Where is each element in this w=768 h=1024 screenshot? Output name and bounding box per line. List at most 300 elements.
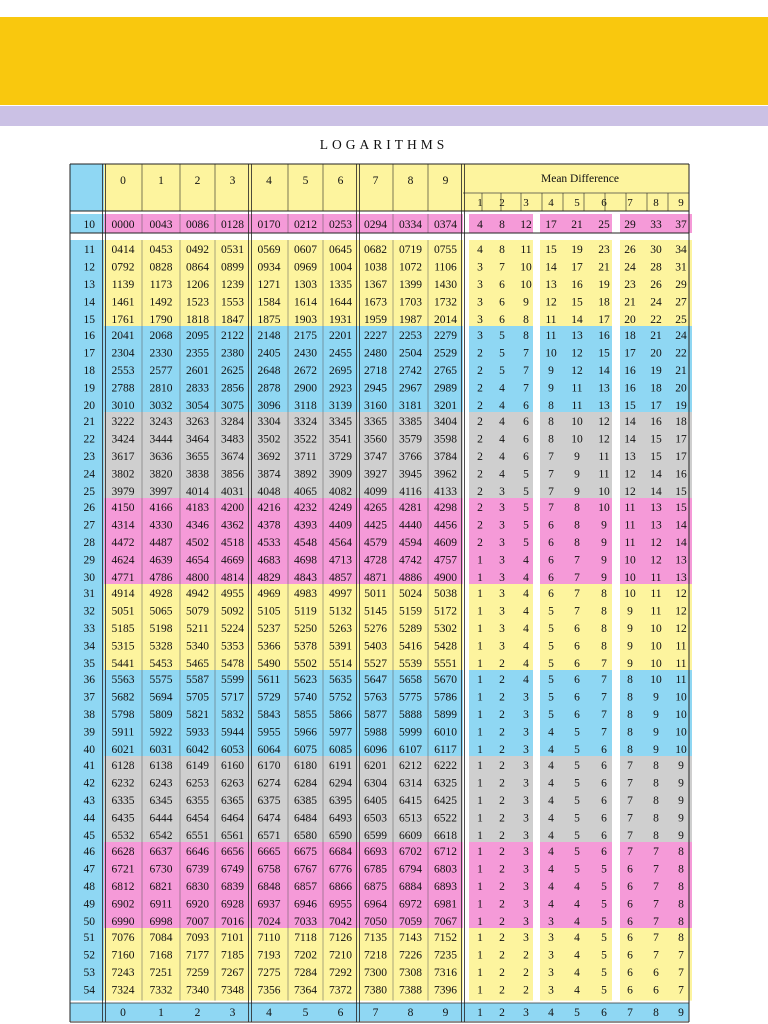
header-mean-digit: 7 (627, 197, 633, 209)
header-digit: 2 (194, 175, 201, 187)
mean-difference-value: 21 (598, 261, 610, 274)
log-value: 0792 (111, 261, 135, 274)
footer-digit: 2 (499, 1007, 505, 1019)
mean-difference-value: 5 (523, 468, 529, 481)
log-value: 7348 (221, 984, 244, 997)
mean-difference-value: 1 (477, 812, 483, 825)
log-value: 4065 (294, 485, 317, 498)
mean-difference-value: 9 (574, 468, 580, 481)
mean-difference-value: 3 (499, 640, 505, 653)
log-value: 0043 (149, 219, 173, 232)
mean-difference-value: 2 (499, 915, 505, 928)
log-value: 2718 (364, 365, 387, 377)
mean-difference-value: 3 (499, 554, 505, 567)
log-value: 5024 (399, 588, 422, 601)
log-value: 2455 (329, 347, 352, 360)
log-value: 5289 (399, 623, 422, 635)
mean-difference-value: 6 (601, 795, 607, 807)
log-value: 6395 (329, 795, 352, 807)
log-value: 7177 (186, 949, 209, 962)
log-value: 5694 (149, 691, 173, 704)
log-value: 1673 (364, 296, 387, 309)
mean-difference-value: 5 (574, 829, 580, 842)
mean-difference-value: 4 (548, 777, 554, 790)
log-value: 4814 (221, 571, 244, 584)
log-value: 2405 (257, 347, 281, 360)
mean-difference-value: 14 (624, 416, 636, 429)
mean-difference-value: 17 (675, 451, 687, 463)
log-value: 2529 (434, 347, 457, 360)
mean-difference-value: 7 (627, 760, 633, 773)
mean-difference-value: 10 (520, 279, 532, 291)
footer-digit: 7 (372, 1007, 379, 1019)
mean-difference-value: 7 (548, 485, 554, 498)
log-value: 2900 (294, 382, 317, 395)
log-value: 5453 (149, 657, 173, 670)
log-value: 5717 (221, 691, 244, 704)
mean-difference-value: 11 (675, 674, 687, 687)
mean-difference-value: 10 (675, 691, 687, 704)
log-value: 4942 (186, 588, 209, 601)
row-number: 37 (83, 691, 95, 704)
log-value: 5502 (294, 657, 317, 670)
mean-difference-value: 11 (650, 588, 662, 601)
log-value: 5809 (149, 709, 173, 721)
mean-difference-value: 4 (523, 640, 529, 653)
mean-difference-value: 9 (601, 537, 607, 549)
mean-difference-value: 14 (598, 365, 610, 377)
log-value: 6866 (329, 881, 352, 893)
mean-difference-value: 22 (675, 347, 687, 360)
log-value: 7042 (329, 915, 352, 928)
mean-difference-value: 11 (545, 313, 557, 326)
mean-difference-value: 12 (675, 588, 687, 601)
mean-difference-value: 6 (548, 588, 554, 601)
log-value: 7324 (111, 984, 135, 997)
mean-difference-value: 5 (601, 898, 607, 911)
log-value: 3096 (257, 399, 281, 412)
mean-difference-value: 5 (548, 640, 554, 653)
log-value: 1335 (329, 279, 352, 291)
log-value: 4014 (186, 485, 209, 498)
mean-difference-value: 11 (650, 571, 662, 584)
mean-difference-value: 8 (548, 433, 554, 446)
footer-digit: 2 (194, 1007, 201, 1019)
mean-difference-value: 3 (523, 829, 529, 842)
mean-difference-value: 8 (601, 623, 607, 635)
mean-difference-value: 6 (523, 399, 529, 412)
mean-difference-value: 1 (477, 726, 483, 739)
mean-difference-value: 10 (598, 502, 610, 515)
header-digit: 3 (229, 175, 236, 187)
log-value: 5065 (149, 605, 173, 618)
log-value: 4031 (221, 485, 244, 498)
log-value: 7024 (257, 915, 281, 928)
log-value: 5843 (257, 709, 281, 721)
log-value: 1139 (111, 279, 135, 291)
mean-difference-value: 5 (574, 743, 580, 756)
log-value: 6107 (399, 743, 422, 756)
mean-difference-value: 1 (477, 605, 483, 618)
log-value: 5263 (329, 623, 352, 635)
mean-difference-value: 6 (548, 537, 554, 549)
mean-difference-value: 12 (675, 623, 687, 635)
log-value: 5599 (221, 674, 244, 687)
log-value: 5051 (111, 605, 135, 618)
row-number: 45 (83, 829, 95, 842)
log-value: 3802 (111, 468, 135, 481)
mean-difference-value: 15 (650, 451, 662, 463)
log-value: 7364 (294, 984, 317, 997)
log-value: 6064 (257, 743, 281, 756)
log-value: 2765 (434, 365, 457, 377)
mean-difference-value: 3 (523, 760, 529, 773)
mean-difference-value: 5 (523, 537, 529, 549)
mean-difference-value: 4 (523, 588, 529, 601)
log-value: 4683 (257, 554, 281, 567)
log-value: 0719 (399, 244, 422, 257)
mean-difference-value: 9 (627, 657, 633, 670)
log-value: 7332 (149, 984, 173, 997)
mean-difference-value: 7 (523, 382, 529, 395)
log-value: 4116 (399, 485, 422, 498)
mean-difference-value: 2 (499, 691, 505, 704)
log-value: 4393 (294, 519, 317, 532)
mean-difference-value: 2 (477, 502, 483, 515)
log-value: 7259 (186, 967, 209, 979)
mean-difference-value: 5 (574, 777, 580, 790)
log-value: 7356 (257, 984, 281, 997)
mean-difference-value: 24 (624, 261, 636, 274)
mean-difference-value: 4 (548, 863, 554, 876)
log-value: 5832 (221, 709, 244, 721)
log-value: 5366 (257, 640, 281, 653)
log-value: 1790 (149, 313, 173, 326)
mean-difference-value: 25 (598, 219, 610, 232)
mean-difference-value: 17 (571, 261, 583, 274)
log-value: 4362 (221, 519, 244, 532)
mean-difference-value: 2 (477, 537, 483, 549)
mean-difference-value: 26 (624, 244, 636, 257)
mean-difference-value: 2 (499, 829, 505, 842)
log-value: 2227 (364, 330, 387, 343)
mean-difference-value: 2 (523, 984, 529, 997)
mean-difference-value: 4 (574, 915, 580, 928)
log-value: 3502 (257, 433, 281, 446)
header-mean-digit: 9 (678, 197, 684, 209)
log-value: 3560 (364, 433, 387, 446)
row-number: 27 (83, 519, 95, 532)
log-value: 6590 (329, 829, 352, 842)
mean-difference-value: 7 (601, 674, 607, 687)
row-number: 34 (83, 640, 95, 653)
log-value: 4232 (294, 502, 317, 515)
log-value: 0755 (434, 244, 457, 257)
log-value: 6243 (149, 777, 173, 790)
log-value: 6937 (257, 898, 281, 911)
mean-difference-value: 5 (601, 949, 607, 962)
log-value: 6803 (434, 863, 457, 876)
mean-difference-value: 5 (574, 760, 580, 773)
log-value: 7126 (329, 932, 352, 945)
mean-difference-value: 6 (627, 967, 633, 979)
mean-difference-value: 8 (653, 760, 659, 773)
footer-digit: 3 (229, 1007, 236, 1019)
log-value: 3385 (399, 416, 422, 429)
mean-difference-value: 6 (627, 932, 633, 945)
mean-difference-value: 1 (477, 795, 483, 807)
log-value: 6955 (329, 898, 352, 911)
log-value: 4594 (399, 537, 422, 549)
log-value: 5465 (186, 657, 209, 670)
header-mean-digit: 8 (653, 197, 659, 209)
row-number: 42 (83, 777, 95, 790)
log-value: 0682 (364, 244, 387, 257)
log-value: 4579 (364, 537, 387, 549)
log-value: 5855 (294, 709, 317, 721)
log-value: 6314 (399, 777, 422, 790)
mean-difference-value: 10 (520, 261, 532, 274)
log-value: 7110 (257, 932, 281, 945)
mean-difference-value: 13 (675, 554, 687, 567)
mean-difference-value: 6 (601, 812, 607, 825)
header-digit: 0 (120, 175, 126, 187)
log-value: 5145 (364, 605, 387, 618)
log-value: 6665 (257, 846, 281, 859)
mean-difference-value: 2 (499, 795, 505, 807)
log-value: 6212 (399, 760, 422, 773)
log-value: 2504 (399, 347, 422, 360)
log-value: 5988 (364, 726, 387, 739)
log-value: 4698 (294, 554, 317, 567)
mean-difference-value: 8 (548, 399, 554, 412)
mean-difference-value: 6 (627, 949, 633, 962)
mean-difference-value: 4 (574, 898, 580, 911)
row-number: 14 (83, 296, 95, 309)
log-value: 7084 (149, 932, 173, 945)
log-value: 2068 (149, 330, 173, 343)
log-value: 0086 (186, 219, 209, 232)
mean-difference-value: 9 (548, 382, 554, 395)
log-value: 2648 (257, 365, 281, 377)
mean-difference-value: 8 (601, 588, 607, 601)
mean-difference-value: 5 (601, 863, 607, 876)
mean-difference-value: 5 (548, 605, 554, 618)
log-value: 5999 (399, 726, 422, 739)
log-value: 7235 (434, 949, 457, 962)
log-value: 7396 (434, 984, 457, 997)
mean-difference-value: 2 (477, 399, 483, 412)
row-number: 12 (83, 261, 95, 274)
mean-difference-value: 3 (523, 898, 529, 911)
mean-difference-value: 3 (548, 967, 554, 979)
mean-difference-value: 1 (477, 691, 483, 704)
row-number: 15 (83, 313, 95, 326)
mean-difference-value: 7 (678, 967, 684, 979)
mean-difference-value: 5 (574, 846, 580, 859)
mean-difference-value: 20 (675, 382, 687, 395)
log-value: 6464 (221, 812, 244, 825)
log-value: 4249 (329, 502, 352, 515)
mean-difference-value: 9 (653, 709, 659, 721)
log-value: 3997 (149, 485, 173, 498)
mean-difference-value: 11 (624, 502, 636, 515)
log-value: 0645 (329, 244, 352, 257)
mean-difference-value: 16 (598, 330, 610, 343)
log-value: 4857 (329, 571, 352, 584)
mean-difference-value: 4 (523, 554, 529, 567)
mean-difference-value: 2 (477, 382, 483, 395)
mean-difference-value: 2 (477, 519, 483, 532)
mean-difference-value: 7 (548, 451, 554, 463)
mean-difference-value: 6 (574, 640, 580, 653)
mean-difference-value: 11 (650, 605, 662, 618)
footer-digit: 9 (442, 1007, 449, 1019)
mean-difference-value: 3 (499, 485, 505, 498)
header-digit: 5 (302, 175, 309, 187)
log-value: 6365 (221, 795, 244, 807)
mean-difference-value: 5 (574, 795, 580, 807)
log-value: 2923 (329, 382, 352, 395)
mean-difference-value: 7 (653, 898, 659, 911)
mean-difference-value: 7 (499, 261, 505, 274)
mean-difference-value: 10 (675, 726, 687, 739)
log-value: 3243 (149, 416, 173, 429)
mean-difference-value: 7 (678, 984, 684, 997)
mean-difference-value: 13 (650, 519, 662, 532)
log-value: 5441 (111, 657, 135, 670)
mean-difference-value: 12 (598, 416, 610, 429)
log-value: 6222 (434, 760, 457, 773)
log-value: 0334 (399, 219, 422, 232)
log-value: 3729 (329, 451, 352, 463)
mean-difference-value: 5 (548, 691, 554, 704)
log-value: 4378 (257, 519, 281, 532)
log-value: 7267 (221, 967, 244, 979)
log-value: 4150 (111, 502, 135, 515)
mean-difference-value: 3 (477, 296, 483, 309)
mean-difference-value: 37 (675, 219, 687, 232)
mean-difference-value: 7 (574, 554, 580, 567)
log-value: 1584 (257, 296, 281, 309)
mean-difference-value: 3 (477, 279, 483, 291)
log-value: 1847 (221, 313, 244, 326)
log-value: 3927 (364, 468, 387, 481)
log-value: 5224 (221, 623, 244, 635)
log-value: 6021 (111, 743, 135, 756)
log-value: 2095 (186, 330, 209, 343)
log-value: 4502 (186, 537, 209, 549)
mean-difference-value: 2 (499, 674, 505, 687)
table-header (70, 164, 689, 211)
log-value: 4048 (257, 485, 281, 498)
mean-difference-value: 17 (545, 219, 557, 232)
mean-difference-value: 7 (653, 846, 659, 859)
mean-difference-value: 2 (499, 846, 505, 859)
log-value: 6599 (364, 829, 387, 842)
log-value: 3464 (186, 433, 209, 446)
log-value: 6284 (294, 777, 317, 790)
log-value: 4757 (434, 554, 457, 567)
mean-difference-value: 2 (499, 657, 505, 670)
log-value: 1875 (257, 313, 281, 326)
log-value: 6138 (149, 760, 173, 773)
mean-difference-value: 13 (598, 382, 610, 395)
log-value: 6532 (111, 829, 135, 842)
log-value: 7316 (434, 967, 457, 979)
log-value: 4969 (257, 588, 281, 601)
log-value: 5428 (434, 640, 457, 653)
log-value: 6857 (294, 881, 317, 893)
log-value: 5899 (434, 709, 457, 721)
log-value: 2175 (294, 330, 317, 343)
log-value: 6253 (186, 777, 209, 790)
log-value: 4564 (329, 537, 352, 549)
log-value: 7007 (186, 915, 209, 928)
mean-difference-value: 9 (653, 691, 659, 704)
log-value: 7033 (294, 915, 317, 928)
log-value: 6812 (111, 881, 135, 893)
header-digit: 8 (407, 175, 414, 187)
mean-difference-value: 29 (624, 219, 636, 232)
log-value: 0569 (257, 244, 281, 257)
mean-difference-value: 5 (548, 623, 554, 635)
log-value: 2672 (294, 365, 317, 377)
log-value: 4216 (257, 502, 281, 515)
log-value: 2856 (221, 382, 244, 395)
log-value: 6355 (186, 795, 209, 807)
mean-difference-value: 7 (653, 915, 659, 928)
log-value: 7059 (399, 915, 422, 928)
log-value: 6542 (149, 829, 173, 842)
row-number: 43 (83, 795, 95, 807)
log-value: 2041 (111, 330, 135, 343)
log-value: 6902 (111, 898, 135, 911)
mean-difference-value: 7 (523, 365, 529, 377)
log-value: 4425 (364, 519, 387, 532)
mean-difference-value: 10 (650, 640, 662, 653)
mean-difference-value: 19 (571, 244, 583, 257)
mean-difference-value: 9 (574, 451, 580, 463)
mean-difference-value: 13 (624, 451, 636, 463)
log-value: 5587 (186, 674, 209, 687)
log-value: 4771 (111, 571, 135, 584)
log-value: 6551 (186, 829, 209, 842)
log-value: 0374 (434, 219, 457, 232)
log-value: 6702 (399, 846, 422, 859)
mean-difference-value: 6 (601, 743, 607, 756)
mean-difference-value: 4 (499, 416, 505, 429)
mean-difference-value: 2 (477, 485, 483, 498)
mean-difference-value: 1 (477, 760, 483, 773)
log-value: 6830 (186, 881, 209, 893)
log-value: 6928 (221, 898, 244, 911)
header-digit: 4 (266, 175, 272, 187)
mean-difference-value: 21 (571, 219, 583, 232)
mean-difference-value: 12 (545, 296, 557, 309)
mean-difference-value: 6 (653, 967, 659, 979)
log-value: 5682 (111, 691, 135, 704)
mean-difference-value: 2 (523, 949, 529, 962)
log-value: 6180 (294, 760, 317, 773)
header-mean-digit: 1 (477, 197, 483, 209)
mean-difference-value: 6 (548, 519, 554, 532)
mean-difference-value: 17 (650, 399, 662, 412)
log-value: 6274 (257, 777, 281, 790)
log-value: 6444 (149, 812, 173, 825)
row-number: 36 (83, 674, 95, 687)
row-number: 28 (83, 537, 95, 549)
